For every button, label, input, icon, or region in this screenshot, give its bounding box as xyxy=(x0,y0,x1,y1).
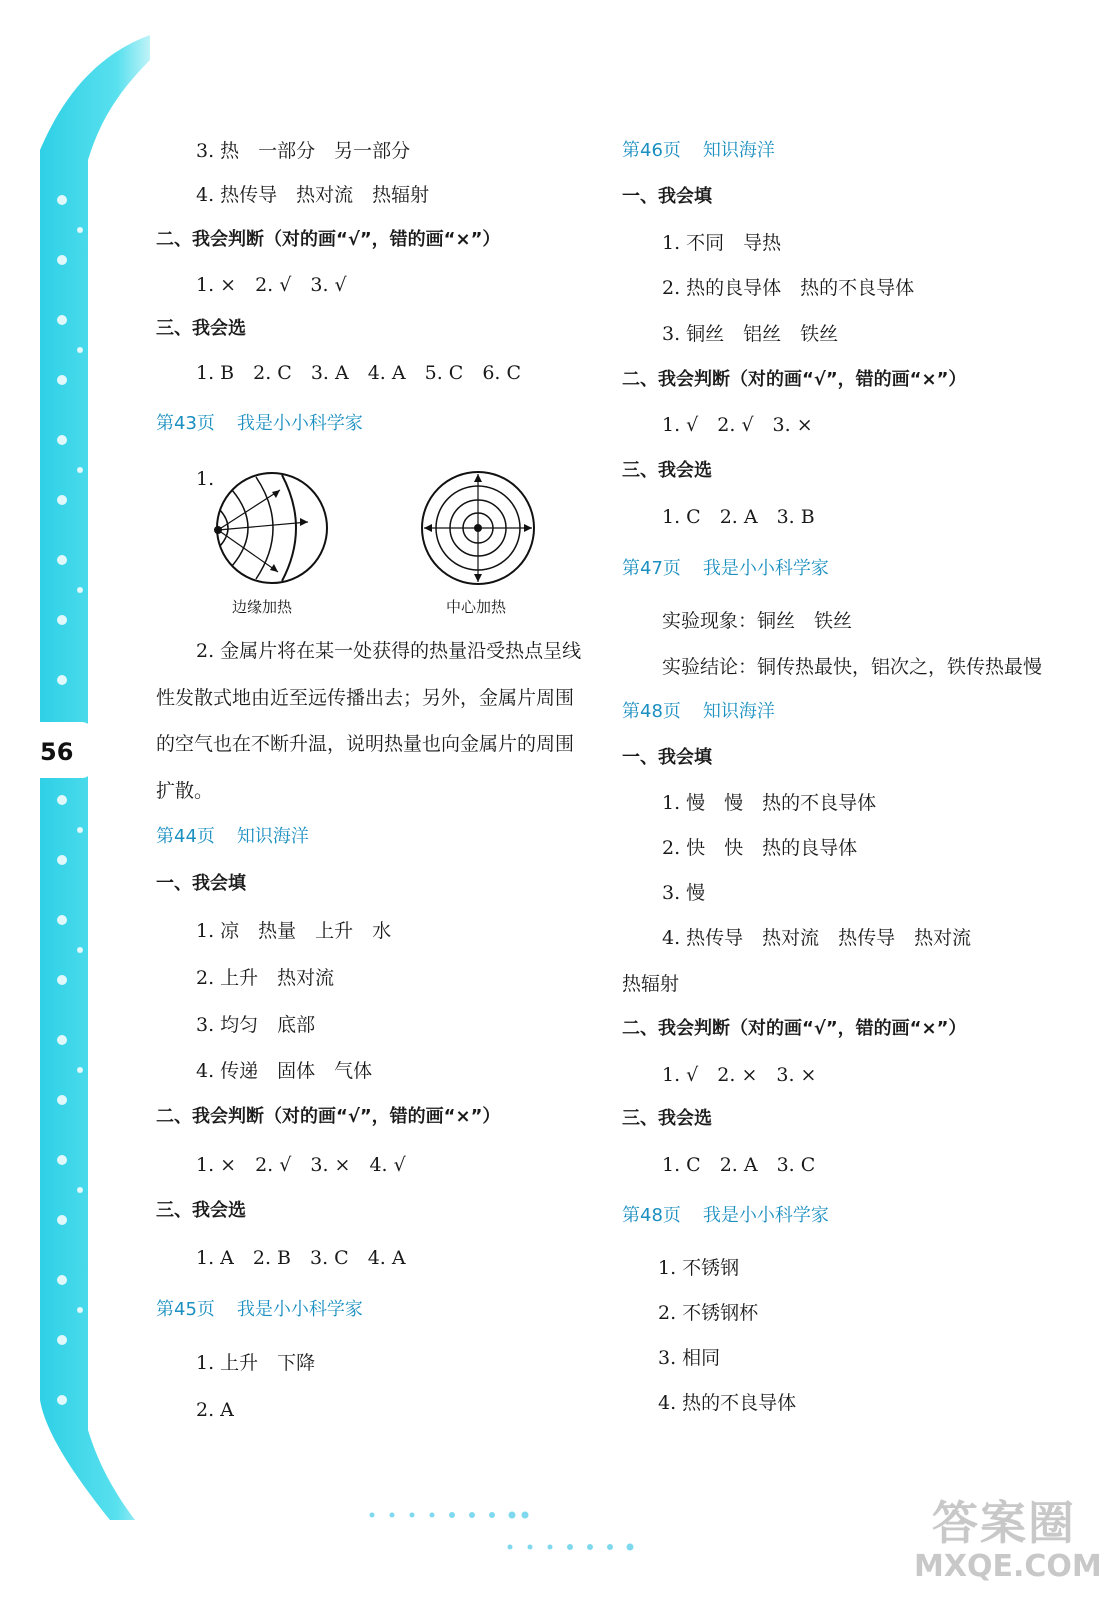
section-heading: 二、我会判断（对的画“√”，错的画“×”） xyxy=(156,229,501,250)
answer-line: 1. B 2. C 3. A 4. A 5. C 6. C xyxy=(196,362,522,384)
header-page: 第44页 xyxy=(156,826,215,847)
section-heading: 一、我会填 xyxy=(156,873,246,894)
answer-line: 2. 快 快 热的良导体 xyxy=(662,837,858,859)
header-title: 知识海洋 xyxy=(702,701,775,722)
header-title: 我是小小科学家 xyxy=(702,558,829,579)
answer-line: 1. × 2. √ 3. × 4. √ xyxy=(196,1154,406,1176)
watermark xyxy=(914,1496,1102,1592)
answer-line: 4. 传递 固体 气体 xyxy=(196,1060,373,1082)
answer-line: 1. 不同 导热 xyxy=(662,232,782,254)
answer-line: 3. 相同 xyxy=(658,1347,721,1369)
center-heating-diagram xyxy=(418,468,538,588)
header-page: 第48页 xyxy=(622,1205,681,1226)
section-heading: 三、我会选 xyxy=(622,460,712,481)
answer-line: 4. 热的不良导体 xyxy=(658,1392,797,1414)
header-page: 第46页 xyxy=(622,140,681,161)
answer-line: 1. A 2. B 3. C 4. A xyxy=(196,1247,406,1269)
page-header-47 xyxy=(622,556,829,582)
answer-line: 4. 热传导 热对流 热辐射 xyxy=(196,184,430,206)
page-header-43 xyxy=(156,411,363,437)
figure-number: 1. xyxy=(196,468,215,490)
answer-line: 3. 均匀 底部 xyxy=(196,1014,316,1036)
page-header-48b xyxy=(622,1203,829,1229)
footer-dots-decoration xyxy=(360,1505,660,1565)
answer-line: 2. 热的良导体 热的不良导体 xyxy=(662,277,915,299)
answer-line: 1. √ 2. √ 3. × xyxy=(662,414,813,436)
section-heading: 三、我会选 xyxy=(622,1108,712,1129)
answer-line: 1. 凉 热量 上升 水 xyxy=(196,920,392,942)
answer-line: 实验现象：铜丝 铁丝 xyxy=(662,610,853,632)
watermark-top: 答案圈 xyxy=(932,1496,1076,1550)
watermark-bottom: MXQE.COM xyxy=(914,1549,1102,1584)
header-title: 知识海洋 xyxy=(236,826,309,847)
section-heading: 三、我会选 xyxy=(156,1200,246,1221)
answer-line: 1. √ 2. × 3. × xyxy=(662,1064,817,1086)
side-decoration-band xyxy=(0,0,150,1600)
figure-label-edge: 边缘加热 xyxy=(232,598,293,616)
section-heading: 三、我会选 xyxy=(156,318,246,339)
explanation-paragraph: 2. 金属片将在某一处获得的热量沿受热点呈线性发散式地由近至远传播出去；另外，金属片周围的空气也在不断升温，说明热量也向金属片的周围扩散。 xyxy=(156,640,582,802)
section-heading: 二、我会判断（对的画“√”，错的画“×”） xyxy=(622,369,967,390)
header-title: 知识海洋 xyxy=(702,140,775,161)
answer-line: 1. × 2. √ 3. √ xyxy=(196,274,347,296)
answer-line: 2. 上升 热对流 xyxy=(196,967,335,989)
page-header-45 xyxy=(156,1297,363,1323)
section-heading: 一、我会填 xyxy=(622,747,712,768)
header-title: 我是小小科学家 xyxy=(236,1299,363,1320)
section-heading: 二、我会判断（对的画“√”，错的画“×”） xyxy=(622,1018,967,1039)
answer-line: 1. C 2. A 3. C xyxy=(662,1154,816,1176)
answer-line: 1. C 2. A 3. B xyxy=(662,506,815,528)
answer-line: 3. 慢 xyxy=(662,882,706,904)
header-page: 第43页 xyxy=(156,413,215,434)
page-header-44 xyxy=(156,824,309,850)
page-header-46 xyxy=(622,138,775,164)
answer-line: 2. A xyxy=(196,1399,234,1421)
header-title: 我是小小科学家 xyxy=(702,1205,829,1226)
answer-line: 实验结论：铜传热最快，铝次之，铁传热最慢 xyxy=(662,656,1043,678)
page-header-48a xyxy=(622,699,775,725)
header-title: 我是小小科学家 xyxy=(236,413,363,434)
section-heading: 二、我会判断（对的画“√”，错的画“×”） xyxy=(156,1106,501,1127)
page-number: 56 xyxy=(40,738,74,766)
answer-line: 4. 热传导 热对流 热传导 热对流 xyxy=(662,927,972,949)
answer-line: 1. 上升 下降 xyxy=(196,1352,316,1374)
header-page: 第45页 xyxy=(156,1299,215,1320)
answer-line: 1. 不锈钢 xyxy=(658,1257,740,1279)
answer-line: 3. 铜丝 铝丝 铁丝 xyxy=(662,323,839,345)
header-page: 第48页 xyxy=(622,701,681,722)
section-heading: 一、我会填 xyxy=(622,186,712,207)
answer-line: 3. 热 一部分 另一部分 xyxy=(196,140,411,162)
header-page: 第47页 xyxy=(622,558,681,579)
answer-line: 1. 慢 慢 热的不良导体 xyxy=(662,792,877,814)
figure-label-center: 中心加热 xyxy=(446,598,507,616)
answer-line: 2. 不锈钢杯 xyxy=(658,1302,759,1324)
answer-line: 热辐射 xyxy=(622,973,680,995)
edge-heating-diagram xyxy=(210,470,340,590)
